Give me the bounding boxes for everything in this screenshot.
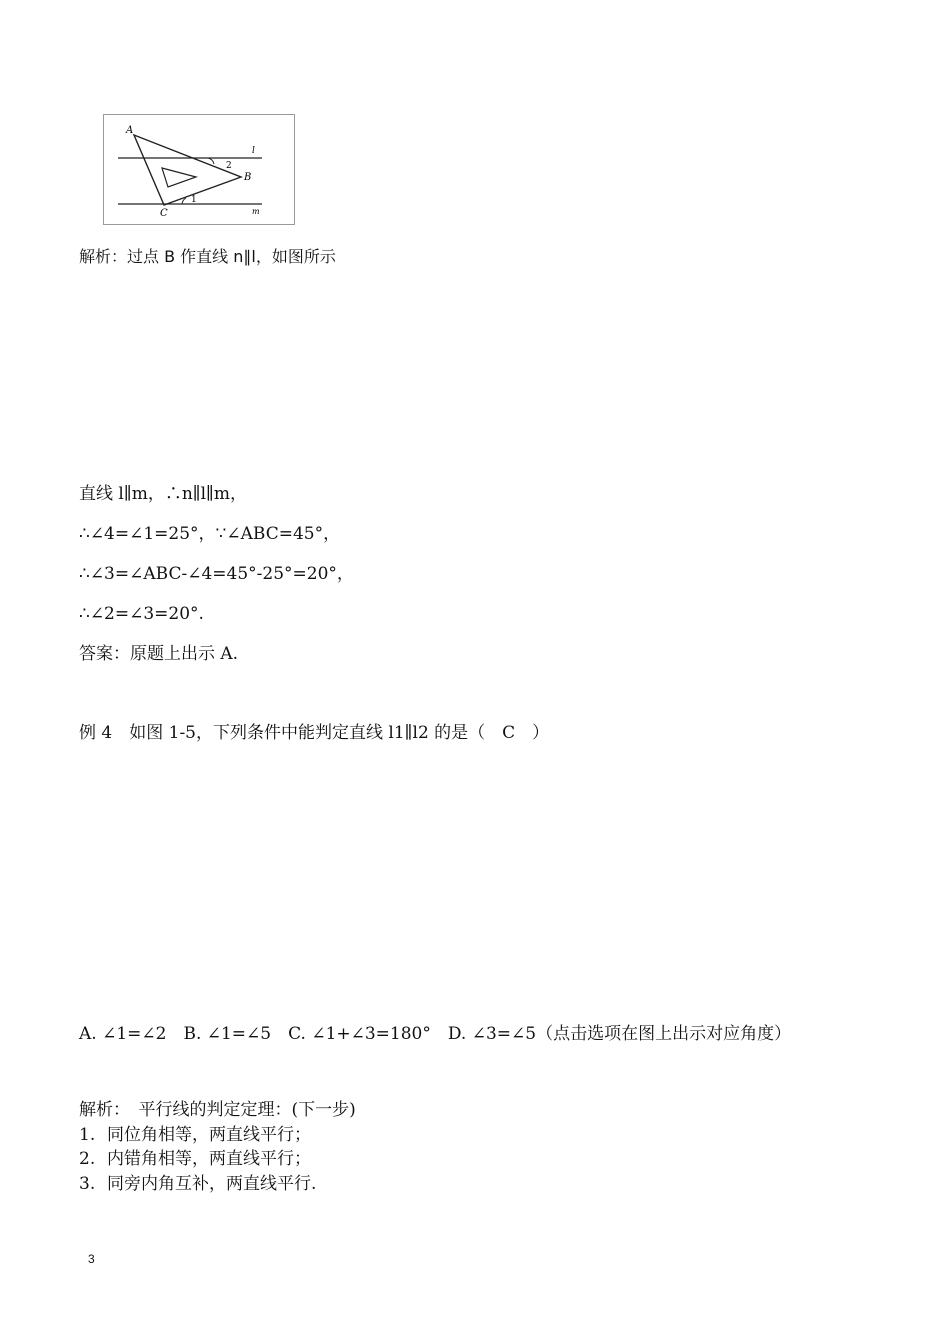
label-B: B: [244, 172, 252, 183]
step-3: ∴∠3=∠ABC-∠4=45°-25°=20°，: [79, 564, 354, 584]
answer-options[interactable]: A. ∠1=∠2 B. ∠1=∠5 C. ∠1+∠3=180° D. ∠3=∠5（点击选项在图上出示对应角度）: [79, 1024, 792, 1044]
label-C: C: [160, 208, 168, 219]
label-A: A: [126, 125, 134, 136]
step-1: 直线 l∥m，∴n∥l∥m，: [79, 484, 248, 504]
step-2: ∴∠4=∠1=25°，∵∠ABC=45°，: [79, 524, 341, 544]
theorem-number: 2.: [79, 1149, 96, 1169]
theorem-number: 1.: [79, 1125, 96, 1145]
label-angle-2: 2: [226, 161, 232, 171]
theorem-text: 同旁内角互补，两直线平行.: [107, 1174, 317, 1194]
analysis-2-title: 解析： 平行线的判定定理：(下一步): [79, 1100, 356, 1120]
theorem-item: [79, 1148, 311, 1170]
theorem-item: [79, 1124, 311, 1146]
triangle-inner: [162, 168, 196, 187]
answer-line: 答案：原题上出示 A.: [79, 644, 239, 664]
page-number: 3: [88, 1252, 95, 1266]
theorem-number: 3.: [79, 1174, 96, 1194]
geometry-figure: [103, 114, 295, 225]
theorem-text: 内错角相等，两直线平行；: [107, 1149, 311, 1169]
theorem-item: [79, 1173, 316, 1195]
angle-2-arc: [208, 158, 214, 164]
example-4-question: 例 4 如图 1-5，下列条件中能判定直线 l1∥l2 的是（ C ）: [79, 723, 550, 743]
triangle-outer: [134, 135, 241, 205]
theorem-text: 同位角相等，两直线平行；: [107, 1125, 311, 1145]
label-angle-1: 1: [191, 195, 197, 205]
analysis-line: 解析：过点 B 作直线 n∥l，如图所示: [79, 247, 336, 266]
label-m: m: [252, 207, 260, 216]
label-l: l: [252, 146, 255, 156]
figure-svg: [104, 115, 294, 224]
step-4: ∴∠2=∠3=20°.: [79, 604, 204, 624]
